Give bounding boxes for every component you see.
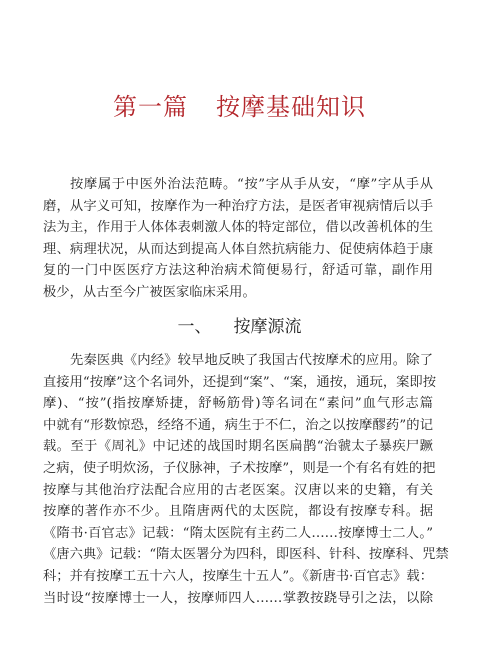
body-paragraph (43, 350, 449, 609)
paragraph-line: 磨，从字义可知，按摩作为一种治疗方法，是医者审视病情后以手 (43, 198, 433, 214)
paragraph-line: 中就有“形数惊恐，经络不通，病生于不仁，治之以按摩醪药”的记 (43, 417, 433, 433)
chapter-name: 按摩基础知识 (216, 93, 366, 121)
paragraph-line: 《隋书·百官志》记载：“隋太医院有主药二人……按摩博士二人。” (43, 525, 433, 541)
paragraph-line: 摩)、“按”(指按摩矫捷，舒畅筋骨)等名词在“素问”血气形志篇 (43, 396, 433, 412)
section-name: 按摩源流 (233, 317, 302, 337)
section-number: 一、 (177, 317, 212, 337)
paragraph-line: 《唐六典》记载：“隋太医署分为四科，即医科、针科、按摩科、咒禁 (43, 547, 449, 563)
paragraph-line: 复的一门中医医疗方法这种治病术简便易行，舒适可靠，副作用 (43, 263, 433, 279)
paragraph-line: 之病，使子明炊汤，子仪脉神，子术按摩”，则是一个有名有姓的把 (43, 460, 436, 476)
paragraph-line: 先秦医典《内经》较早地反映了我国古代按摩术的应用。除了 (70, 353, 433, 368)
paragraph-line: 按摩与其他治疗法配合应用的古老医案。汉唐以来的史籍，有关 (43, 482, 433, 498)
paragraph-line: 当时设“按摩博士一人，按摩师四人……掌教按跷导引之法，以除 (43, 590, 433, 606)
paragraph-line: 理、病理状况，从而达到提高人体自然抗病能力、促使病体趋于康 (43, 241, 433, 257)
paragraph-line: 按摩的著作亦不少。且隋唐两代的太医院，都设有按摩专科。据 (43, 504, 433, 520)
paragraph-line: 极少，从古至今广被医家临床采用。 (43, 284, 256, 300)
paragraph-line: 法为主，作用于人体体表刺激人体的特定部位，借以改善机体的生 (43, 220, 433, 236)
section-heading (0, 316, 479, 338)
paragraph-line: 载。至于《周礼》中记述的战国时期名医扁鹊“治虢太子暴疾尸蹶 (43, 439, 433, 455)
chapter-number: 第一篇 (113, 93, 188, 121)
intro-paragraph (43, 174, 433, 304)
paragraph-line: 直接用“按摩”这个名词外，还提到“案”、“案，通按，通玩，案即按 (43, 374, 437, 390)
paragraph-line: 科；并有按摩工五十六人，按摩生十五人”。《新唐书·百官志》载： (43, 568, 433, 584)
paragraph-line: 按摩属于中医外治法范畴。“按”字从手从安，“摩”字从手从 (70, 177, 433, 192)
chapter-title (0, 92, 479, 122)
